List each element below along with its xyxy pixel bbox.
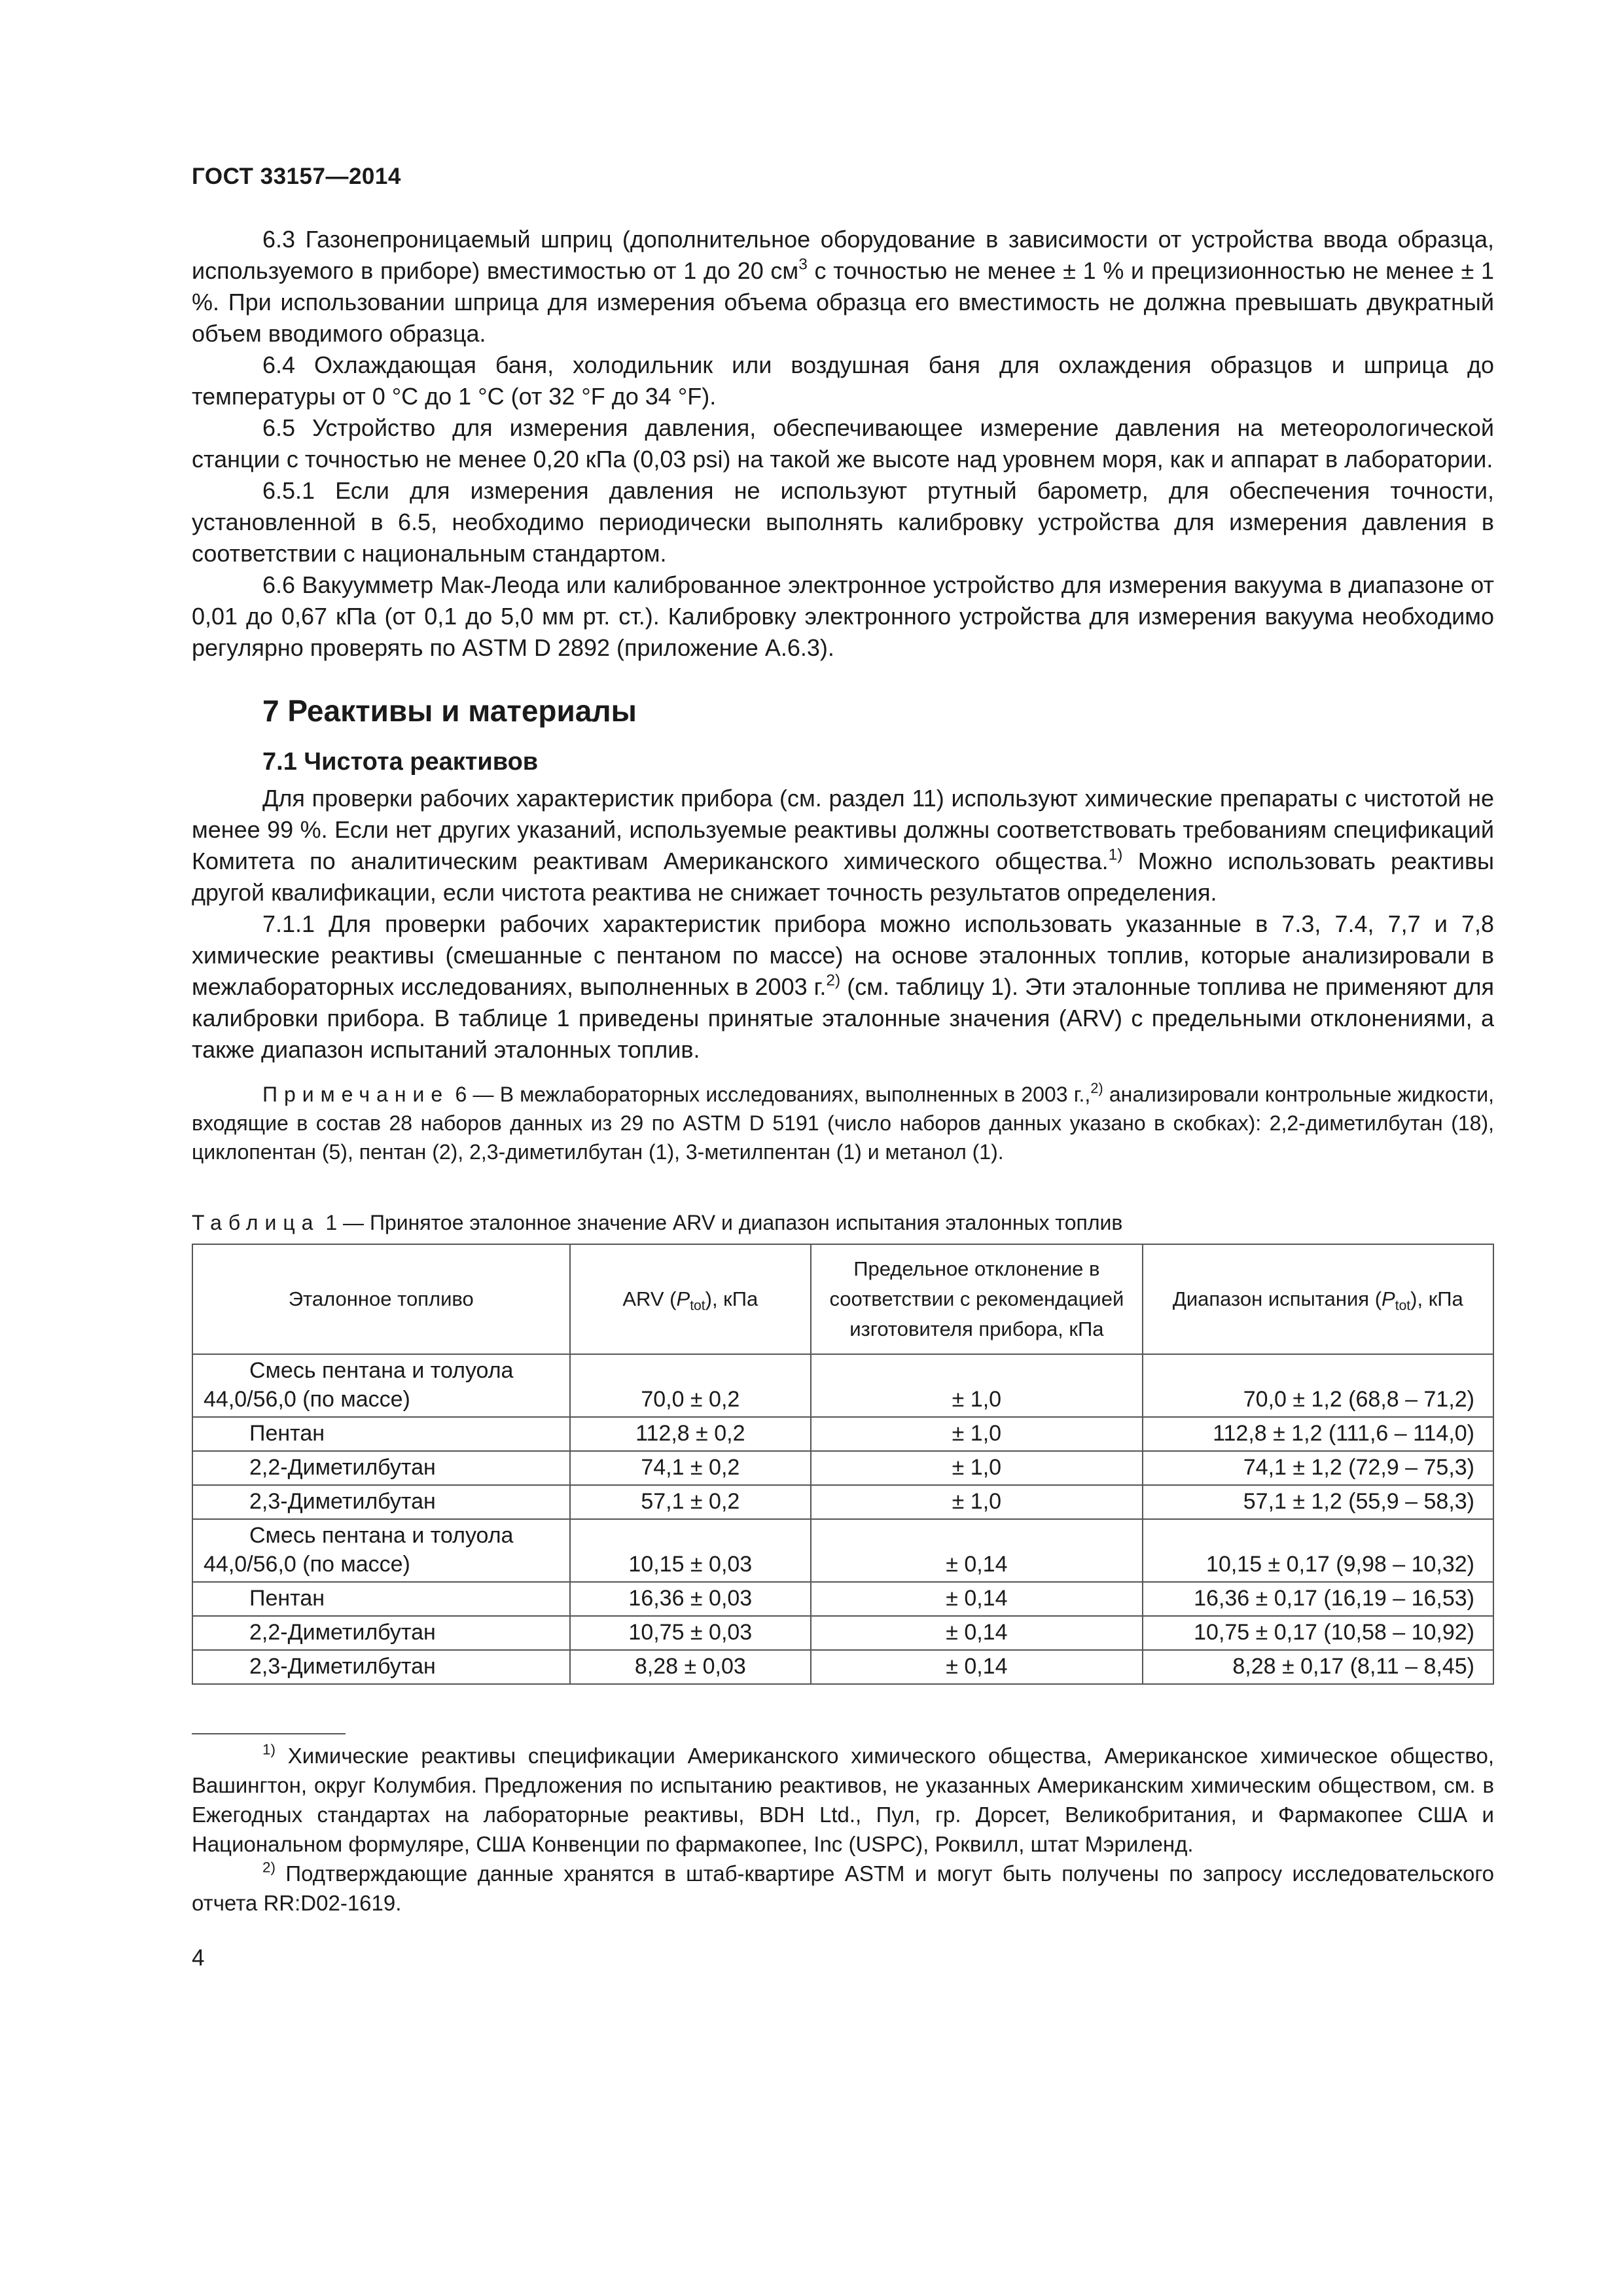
range-value: 8,28 ± 0,17 (8,11 – 8,45) bbox=[1143, 1650, 1493, 1684]
header-deviation: Предельное отклонение в соответствии с рекомендацией изготовителя прибора, кПа bbox=[811, 1244, 1143, 1354]
table-row bbox=[192, 1519, 1493, 1582]
header-arv: ARV $(P_{tot})$, кПа bbox=[570, 1244, 812, 1354]
arv-value: 10,15 ± 0,03 bbox=[570, 1519, 812, 1582]
page-content bbox=[192, 161, 1494, 1974]
fuel-name: Смесь пентана и толуола 44,0/56,0 (по массе) bbox=[192, 1519, 570, 1582]
paragraph-6-4: 6.4 Охлаждающая баня, холодильник или воздушная баня для охлаждения образцов и шприца до температуры от 0 °С до 1 °С (от 32 °F до 34 °F). bbox=[192, 351, 1494, 410]
range-value: 112,8 ± 1,2 (111,6 – 114,0) bbox=[1143, 1417, 1493, 1451]
fuel-name: Смесь пентана и толуола 44,0/56,0 (по массе) bbox=[192, 1354, 570, 1417]
table-row bbox=[192, 1650, 1493, 1684]
deviation-value: ± 1,0 bbox=[811, 1417, 1143, 1451]
table-row bbox=[192, 1451, 1493, 1485]
fuel-name: 2,2-Диметилбутан bbox=[192, 1616, 570, 1650]
arv-value: 74,1 ± 0,2 bbox=[570, 1451, 812, 1485]
fuel-name: 2,2-Диметилбутан bbox=[192, 1451, 570, 1485]
range-value: 70,0 ± 1,2 (68,8 – 71,2) bbox=[1143, 1354, 1493, 1417]
deviation-value: ± 0,14 bbox=[811, 1650, 1143, 1684]
arv-value: 112,8 ± 0,2 bbox=[570, 1417, 812, 1451]
subsection-7-1-title: 7.1 Чистота реактивов bbox=[262, 748, 539, 776]
deviation-value: ± 0,14 bbox=[811, 1519, 1143, 1582]
note-label: Примечание bbox=[262, 1083, 450, 1106]
arv-value: 16,36 ± 0,03 bbox=[570, 1582, 812, 1616]
deviation-value: ± 0,14 bbox=[811, 1616, 1143, 1650]
paragraph-6-6: 6.6 Вакуумметр Мак-Леода или калиброванное электронное устройство для измерения вакуума в диапазоне от 0,01 до 0,67 кПа (от 0,1 до 5,0 мм рт. ст.). Калибровку электронного устройства для измерения вакуума необходимо регулярно проверять по ASTM D 2892 (приложение А.6.3). bbox=[192, 571, 1494, 661]
arv-value: 70,0 ± 0,2 bbox=[570, 1354, 812, 1417]
header-test-range: Диапазон испытания $(P_{tot})$, кПа bbox=[1143, 1244, 1493, 1354]
table-caption: Таблица 1 — Принятое эталонное значение ARV и диапазон испытания эталонных топлив bbox=[192, 1211, 1123, 1234]
reference-fuels-table bbox=[192, 1244, 1494, 1685]
table-header-row bbox=[192, 1244, 1493, 1354]
range-value: 10,75 ± 0,17 (10,58 – 10,92) bbox=[1143, 1616, 1493, 1650]
paragraph-6-5: 6.5 Устройство для измерения давления, обеспечивающее измерение давления на метеорологической станции с точностью не менее 0,20 кПа (0,03 psi) на такой же высоте над уровнем моря, как и аппарат в лаборатории. bbox=[192, 414, 1494, 473]
footnote-2: $^{2)}$ Подтверждающие данные хранятся в штаб-квартире ASTM и могут быть получены по запросу исследовательского отчета RR:D02-1619. bbox=[192, 1859, 1494, 1915]
table-row bbox=[192, 1354, 1493, 1417]
document-header: ГОСТ 33157—2014 bbox=[192, 164, 401, 189]
arv-value: 10,75 ± 0,03 bbox=[570, 1616, 812, 1650]
arv-value: 57,1 ± 0,2 bbox=[570, 1485, 812, 1519]
deviation-value: ± 1,0 bbox=[811, 1354, 1143, 1417]
paragraph-7-1-1: 7.1.1 Для проверки рабочих характеристик прибора можно использовать указанные в 7.3, 7.4, 7,7 и 7,8 химические реактивы (смешанные с пентаном по массе) на основе эталонных топлив, которые анализировали в межлабораторных исследованиях, выполненных в 2003 г.$^{2)}$ (см. таблицу 1). Эти эталонные топлива не применяют для калибровки прибора. В таблице 1 приведены принятые эталонные значения (ARV) с предельными отклонениями, а также диапазон испытаний эталонных топлив. bbox=[192, 910, 1494, 1063]
paragraph-6-3: 6.3 Газонепроницаемый шприц (дополнительное оборудование в зависимости от устройства ввода образца, используемого в приборе) вместимостью от 1 до 20 $см^3$ с точностью не менее ± 1 % и прецизионностью не менее ± 1 %. При использовании шприца для измерения объема образца его вместимость не должна превышать двукратный объем вводимого образца. bbox=[192, 226, 1494, 347]
range-value: 74,1 ± 1,2 (72,9 – 75,3) bbox=[1143, 1451, 1493, 1485]
range-value: 16,36 ± 0,17 (16,19 – 16,53) bbox=[1143, 1582, 1493, 1616]
footnote-1: $^{1)}$ Химические реактивы спецификации Американского химического общества, Американское химическое общество, Вашингтон, округ Колумбия. Предложения по испытанию реактивов, не указанных Американским химическим обществом, см. в Ежегодных стандартах на лабораторные реактивы, BDH Ltd., Пул, гр. Дорсет, Великобритания, и Фармакопее США и Национальном формуляре, США Конвенции по фармакопее, Inc (USPC), Роквилл, штат Мэриленд. bbox=[192, 1741, 1494, 1856]
fuel-name: Пентан bbox=[192, 1582, 570, 1616]
table-caption-label: Таблица bbox=[192, 1211, 320, 1234]
table-row bbox=[192, 1485, 1493, 1519]
deviation-value: ± 1,0 bbox=[811, 1451, 1143, 1485]
range-value: 10,15 ± 0,17 (9,98 – 10,32) bbox=[1143, 1519, 1493, 1582]
footnote-ref-2: 2) bbox=[1090, 1079, 1103, 1096]
footnote-ref-1: 1) bbox=[1108, 846, 1123, 864]
section-7-title: 7 Реактивы и материалы bbox=[262, 694, 637, 728]
table-row bbox=[192, 1582, 1493, 1616]
footnote-divider bbox=[192, 1733, 346, 1734]
fuel-name: 2,3-Диметилбутан bbox=[192, 1485, 570, 1519]
fuel-name: Пентан bbox=[192, 1417, 570, 1451]
footnote-ref-2: 2) bbox=[826, 971, 841, 990]
note-6: Примечание 6 — В межлабораторных исследованиях, выполненных в 2003 г.,$^{2)}$ анализировали контрольные жидкости, входящие в состав 28 наборов данных из 29 по ASTM D 5191 (число наборов данных указано в скобках): 2,2-диметилбутан (18), циклопентан (5), пентан (2), 2,3-диметилбутан (1), 3-метилпентан (1) и метанол (1). bbox=[192, 1079, 1495, 1164]
fuel-name: 2,3-Диметилбутан bbox=[192, 1650, 570, 1684]
deviation-value: ± 1,0 bbox=[811, 1485, 1143, 1519]
paragraph-7-1: Для проверки рабочих характеристик прибора (см. раздел 11) используют химические препараты с чистотой не менее 99 %. Если нет других указаний, используемые реактивы должны соответствовать требованиям спецификаций Комитета по аналитическим реактивам Американского химического общества.$^{1)}$ Можно использовать реактивы другой квалификации, если чистота реактива не снижает точность результатов определения. bbox=[192, 785, 1494, 906]
paragraph-6-5-1: 6.5.1 Если для измерения давления не используют ртутный барометр, для обеспечения точности, установленной в 6.5, необходимо периодически выполнять калибровку устройства для измерения давления в соответствии с национальным стандартом. bbox=[192, 477, 1494, 567]
table-row bbox=[192, 1417, 1493, 1451]
deviation-value: ± 0,14 bbox=[811, 1582, 1143, 1616]
range-value: 57,1 ± 1,2 (55,9 – 58,3) bbox=[1143, 1485, 1493, 1519]
arv-value: 8,28 ± 0,03 bbox=[570, 1650, 812, 1684]
page-number: 4 bbox=[192, 1945, 205, 1971]
header-reference-fuel: Эталонное топливо bbox=[192, 1244, 570, 1354]
table-row bbox=[192, 1616, 1493, 1650]
